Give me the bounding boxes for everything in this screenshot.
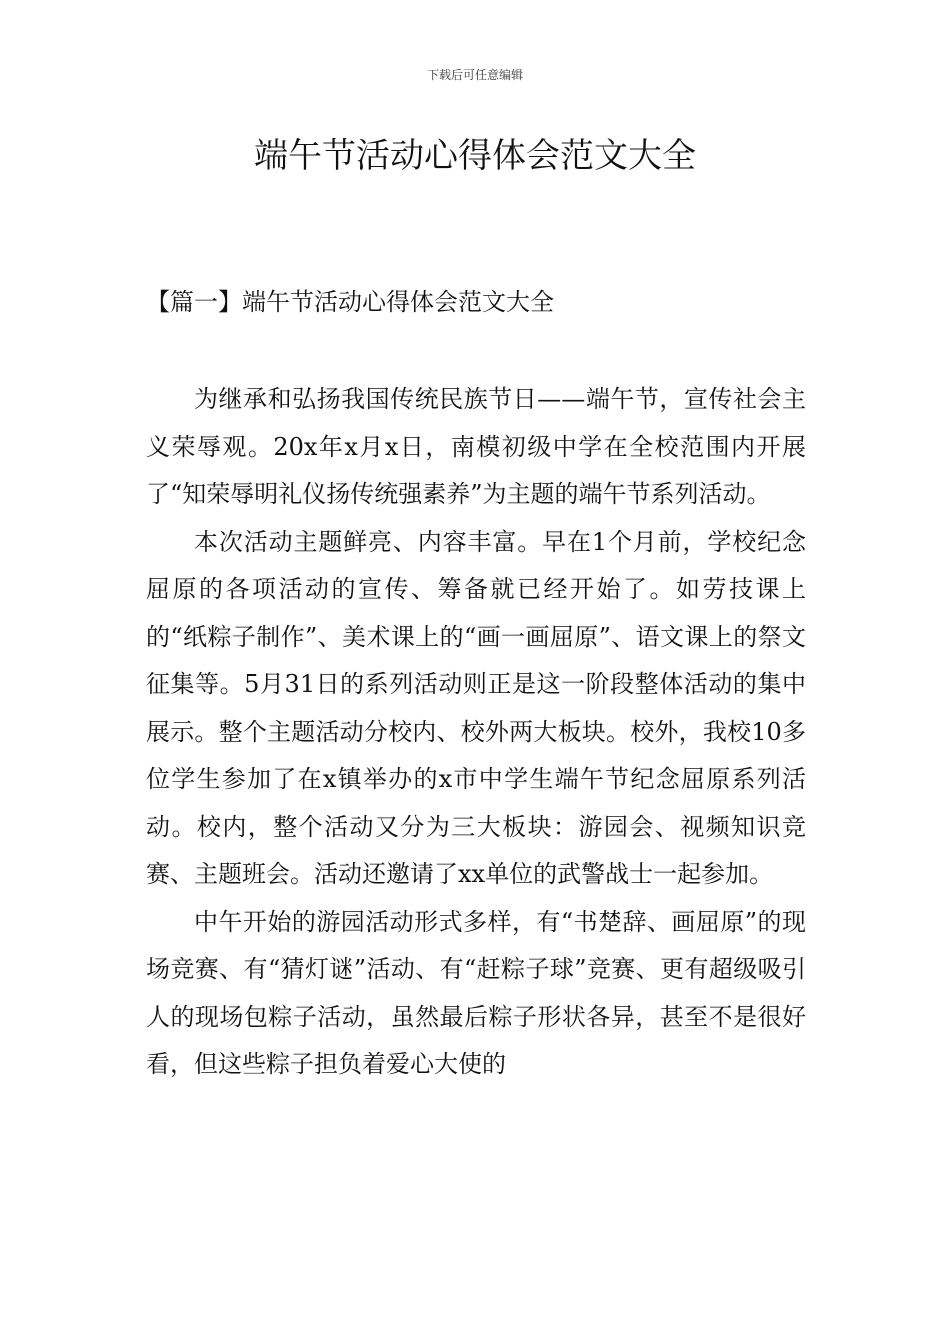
paragraph-1: 为继承和弘扬我国传统民族节日——端午节，宣传社会主义荣辱观。20x年x月x日，南模初级中学在全校范围内开展了“知荣辱明礼仪扬传统强素养”为主题的端午节系列活动。 bbox=[146, 385, 806, 508]
header-note: 下载后可任意编辑 bbox=[426, 68, 523, 82]
paragraph-3: 中午开始的游园活动形式多样，有“书楚辞、画屈原”的现场竞赛、有“猜灯谜”活动、有“赶粽子球”竞赛、更有超级吸引人的现场包粽子活动，虽然最后粽子形状各异，甚至不是很好看，但这些粽子担负着爱心大使的 bbox=[146, 907, 806, 1078]
section-heading: 【篇一】端午节活动心得体会范文大全 bbox=[146, 288, 554, 316]
paragraph-2: 本次活动主题鲜亮、内容丰富。早在1个月前，学校纪念屈原的各项活动的宣传、筹备就已经开始了。如劳技课上的“纸粽子制作”、美术课上的“画一画屈原”、语文课上的祭文征集等。5月31日的系列活动则正是这一阶段整体活动的集中展示。整个主题活动分校内、校外两大板块。校外，我校10多位学生参加了在x镇举办的x市中学生端午节纪念屈原系列活动。校内，整个活动又分为三大板块：游园会、视频知识竞赛、主题班会。活动还邀请了xx单位的武警战士一起参加。 bbox=[146, 527, 806, 888]
document-title: 端午节活动心得体会范文大全 bbox=[254, 136, 696, 176]
document-body bbox=[146, 376, 806, 1089]
